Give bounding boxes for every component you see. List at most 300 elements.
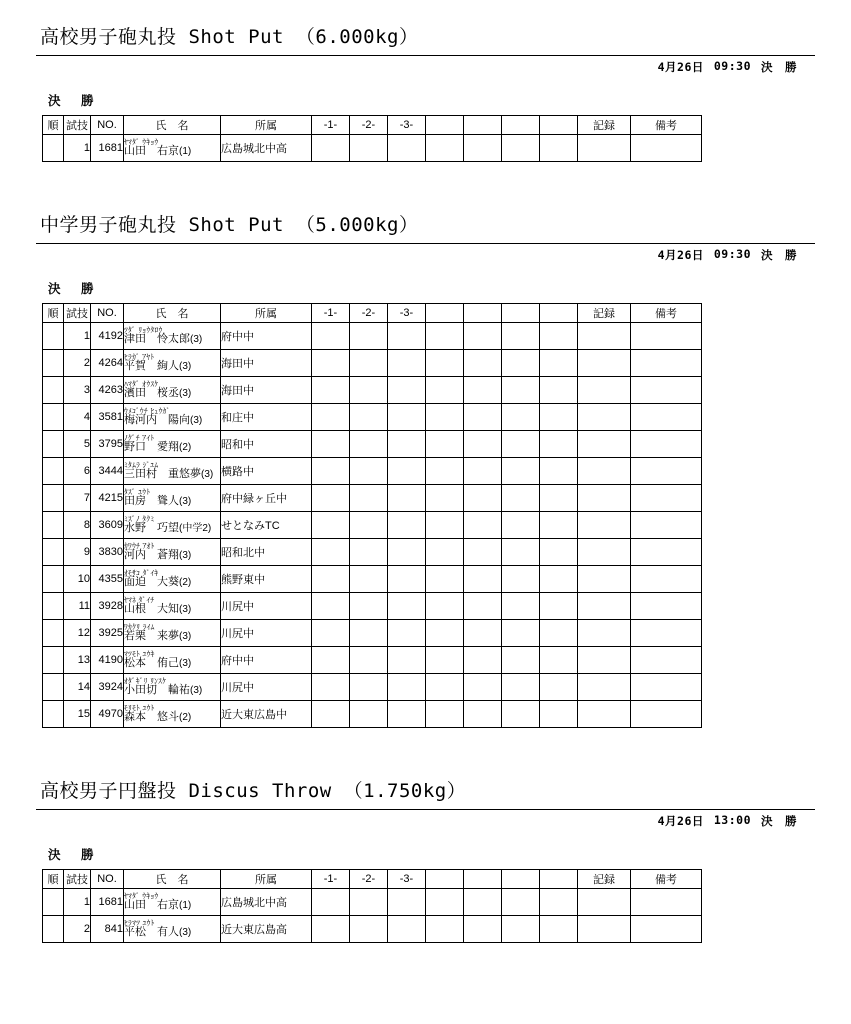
column-header-attempt-3: -3- [388,870,426,889]
cell-empty [540,377,578,404]
cell-empty [426,512,464,539]
athlete-grade: (3) [179,927,192,939]
table-row [43,647,702,674]
cell-bib-number: 3795 [91,431,124,458]
cell-empty [464,323,502,350]
athlete-name-kanji [124,361,220,373]
event-round-inline: 決 勝 [761,60,797,74]
cell-empty [426,889,464,916]
cell-empty [312,404,350,431]
cell-empty [631,377,702,404]
athlete-grade: (1) [179,146,192,158]
cell-empty [350,593,388,620]
cell-empty [464,889,502,916]
column-header-trial: 試技 [64,870,91,889]
cell-empty [631,539,702,566]
cell-empty [388,431,426,458]
cell-empty [464,916,502,943]
column-header-blank-3 [502,116,540,135]
cell-order [43,512,64,539]
results-table-head [43,304,702,323]
cell-athlete-name [124,889,221,916]
cell-bib-number: 3444 [91,458,124,485]
section-spacer [36,738,815,772]
cell-order [43,431,64,458]
results-table-body [43,135,702,162]
cell-empty [350,889,388,916]
cell-order [43,620,64,647]
cell-order [43,539,64,566]
table-row [43,350,702,377]
cell-bib-number: 3581 [91,404,124,431]
athlete-name-kana: ﾂﾀﾞ ﾘｮｳﾀﾛｳ [124,325,163,335]
cell-empty [312,889,350,916]
cell-empty [426,620,464,647]
cell-empty [464,512,502,539]
column-header-record: 記録 [578,870,631,889]
cell-empty [464,647,502,674]
column-header-blank-4 [540,870,578,889]
cell-empty [350,135,388,162]
date-time-separator [704,247,714,263]
cell-empty [312,458,350,485]
athlete-name-kanji-text: 水野 巧望 [124,522,179,535]
results-table [42,869,702,943]
cell-empty [312,377,350,404]
athlete-grade: (3) [179,388,192,400]
cell-empty [464,135,502,162]
cell-empty [578,323,631,350]
column-header-trial: 試技 [64,116,91,135]
cell-bib-number: 3928 [91,593,124,620]
cell-athlete-name [124,135,221,162]
athlete-name-kana: ﾋﾗﾏﾂ ﾕｳﾄ [124,918,155,928]
cell-empty [502,404,540,431]
cell-empty [426,674,464,701]
cell-empty [540,458,578,485]
event-date: 4月26日 [657,60,704,74]
cell-empty [578,889,631,916]
cell-empty [312,135,350,162]
cell-empty [540,485,578,512]
cell-trial: 14 [64,674,91,701]
results-table-head [43,870,702,889]
cell-team: 川尻中 [221,674,312,701]
event-title: 高校男子砲丸投 Shot Put （6.000kg） [40,26,419,48]
cell-team: 府中中 [221,323,312,350]
cell-team: 昭和中 [221,431,312,458]
table-row [43,377,702,404]
table-row [43,431,702,458]
cell-empty [350,916,388,943]
cell-order [43,350,64,377]
athlete-grade: (3) [179,604,192,616]
cell-athlete-name [124,674,221,701]
cell-empty [350,674,388,701]
cell-empty [631,916,702,943]
cell-empty [502,458,540,485]
athlete-name-kanji [124,442,220,454]
cell-empty [578,404,631,431]
cell-empty [502,889,540,916]
cell-empty [502,350,540,377]
cell-order [43,458,64,485]
athlete-name-kanji-text: 小田切 輪祐 [124,684,190,697]
cell-empty [350,350,388,377]
cell-empty [350,323,388,350]
athlete-name-kana: ﾊﾏﾀﾞ ｵｳｽｹ [124,379,159,389]
cell-order [43,916,64,943]
cell-order [43,323,64,350]
cell-empty [426,404,464,431]
cell-empty [426,458,464,485]
cell-empty [540,404,578,431]
athlete-name-kanji [124,631,220,643]
cell-order [43,404,64,431]
cell-empty [464,566,502,593]
athlete-name-kanji [124,685,220,697]
event-datetime [36,56,815,77]
athlete-grade: (3) [190,415,203,427]
athlete-name-kanji-text: 若栗 来夢 [124,630,179,643]
cell-empty [426,701,464,728]
results-table-body [43,889,702,943]
cell-empty [578,135,631,162]
athlete-grade: (3) [190,685,203,697]
event-time: 13:00 [713,813,751,827]
cell-empty [426,350,464,377]
column-header-record: 記録 [578,304,631,323]
athlete-grade: (2) [179,577,192,589]
athlete-name-kanji [124,550,220,562]
cell-empty [631,647,702,674]
cell-bib-number: 1681 [91,889,124,916]
cell-empty [631,350,702,377]
cell-bib-number: 3924 [91,674,124,701]
cell-bib-number: 3609 [91,512,124,539]
cell-empty [540,916,578,943]
column-header-note: 備考 [631,870,702,889]
cell-athlete-name [124,485,221,512]
cell-empty [540,674,578,701]
cell-empty [578,350,631,377]
cell-empty [426,431,464,458]
athlete-name-kanji-text: 濱田 桜丞 [124,387,179,400]
cell-empty [631,404,702,431]
column-header-attempt-3: -3- [388,304,426,323]
column-header-blank-1 [426,304,464,323]
column-header-record: 記録 [578,116,631,135]
cell-empty [578,701,631,728]
cell-order [43,566,64,593]
cell-trial: 8 [64,512,91,539]
cell-trial: 13 [64,647,91,674]
cell-empty [502,701,540,728]
cell-empty [631,323,702,350]
column-header-no: NO. [91,304,124,323]
cell-bib-number: 4215 [91,485,124,512]
cell-team: 近大東広島高 [221,916,312,943]
column-header-note: 備考 [631,116,702,135]
cell-empty [464,458,502,485]
time-round-separator [751,59,761,75]
column-header-blank-3 [502,870,540,889]
athlete-name-kana: ﾐｽﾞﾉ ﾀｸﾐ [124,514,155,524]
cell-order [43,135,64,162]
column-header-blank-2 [464,304,502,323]
cell-empty [426,135,464,162]
cell-empty [540,323,578,350]
results-header-row [43,870,702,889]
column-header-name: 氏 名 [124,304,221,323]
column-header-attempt-2: -2- [350,116,388,135]
table-row [43,674,702,701]
athlete-name-kanji [124,388,220,400]
cell-empty [388,135,426,162]
cell-empty [540,135,578,162]
cell-empty [312,593,350,620]
column-header-note: 備考 [631,304,702,323]
cell-athlete-name [124,566,221,593]
cell-empty [388,620,426,647]
cell-order [43,701,64,728]
cell-empty [464,404,502,431]
cell-empty [540,350,578,377]
cell-empty [540,566,578,593]
cell-empty [388,485,426,512]
athlete-grade: (3) [179,496,192,508]
event-round-inline: 決 勝 [761,248,797,262]
cell-empty [388,539,426,566]
cell-empty [388,404,426,431]
athlete-name-kana: ﾋﾗｶﾞ ｱﾔﾄ [124,352,155,362]
cell-bib-number: 841 [91,916,124,943]
table-row [43,135,702,162]
athlete-name-kanji-text: 平賀 絢人 [124,360,179,373]
cell-bib-number: 3830 [91,539,124,566]
cell-empty [578,593,631,620]
table-row [43,593,702,620]
column-header-no: NO. [91,870,124,889]
event-block [36,206,815,728]
cell-trial: 6 [64,458,91,485]
results-header-row [43,304,702,323]
cell-order [43,647,64,674]
cell-empty [578,647,631,674]
athlete-name-kana: ﾐﾀﾑﾗ ｼﾞﾕﾑ [124,460,159,470]
cell-empty [388,377,426,404]
event-time: 09:30 [713,247,751,261]
cell-bib-number: 3925 [91,620,124,647]
cell-empty [502,647,540,674]
cell-order [43,593,64,620]
athlete-name-kanji-text: 山田 右京 [124,899,179,912]
cell-empty [631,889,702,916]
table-row [43,539,702,566]
cell-athlete-name [124,593,221,620]
cell-empty [426,377,464,404]
cell-empty [502,566,540,593]
cell-empty [502,377,540,404]
athlete-name-kanji [124,927,220,939]
column-header-team: 所属 [221,304,312,323]
athlete-name-kana: ﾔﾏﾈ ﾀﾞｲﾁ [124,595,155,605]
cell-empty [502,674,540,701]
cell-empty [426,566,464,593]
column-header-blank-2 [464,116,502,135]
column-header-attempt-1: -1- [312,116,350,135]
cell-empty [631,431,702,458]
cell-trial: 1 [64,323,91,350]
athlete-name-kana: ｵﾀﾞｷﾞﾘ ﾘﾝｽｹ [124,676,167,686]
table-row [43,620,702,647]
cell-empty [578,512,631,539]
athlete-name-kanji [124,577,220,589]
round-label: 決 勝 [48,848,98,862]
time-round-separator [751,813,761,829]
athlete-name-kanji [124,712,220,724]
cell-empty [426,539,464,566]
cell-empty [578,431,631,458]
event-round-inline: 決 勝 [761,814,797,828]
date-time-separator [704,813,714,829]
column-header-attempt-1: -1- [312,304,350,323]
cell-athlete-name [124,350,221,377]
cell-empty [540,620,578,647]
athlete-name-kanji-text: 河内 蒼翔 [124,549,179,562]
cell-bib-number: 4264 [91,350,124,377]
cell-empty [350,431,388,458]
cell-athlete-name [124,404,221,431]
cell-empty [350,458,388,485]
column-header-blank-4 [540,116,578,135]
cell-trial: 9 [64,539,91,566]
cell-empty [312,350,350,377]
athlete-name-kanji [124,334,220,346]
section-spacer [36,172,815,206]
event-datetime [36,244,815,265]
athlete-name-kana: ｵﾓｻｺ ﾀﾞｲｷ [124,568,159,578]
cell-order [43,377,64,404]
column-header-blank-1 [426,870,464,889]
round-label: 決 勝 [48,282,98,296]
column-header-team: 所属 [221,116,312,135]
athlete-grade: (中学2) [179,523,212,535]
cell-empty [426,323,464,350]
athlete-name-kana: ﾜｶｸﾘ ﾗｲﾑ [124,622,155,632]
athlete-name-kanji-text: 梅河内 陽向 [124,414,190,427]
column-header-trial: 試技 [64,304,91,323]
cell-empty [502,135,540,162]
cell-athlete-name [124,701,221,728]
athlete-name-kanji [124,415,220,427]
column-header-attempt-3: -3- [388,116,426,135]
athlete-name-kanji [124,604,220,616]
athlete-grade: (3) [179,658,192,670]
athlete-grade: (2) [179,712,192,724]
column-header-order: 順 [43,116,64,135]
table-row [43,404,702,431]
cell-empty [631,485,702,512]
time-round-separator [751,247,761,263]
athlete-grade: (3) [201,469,214,481]
cell-trial: 1 [64,889,91,916]
athlete-name-kana: ﾀｽﾞ ﾕｳﾄ [124,487,151,497]
athlete-grade: (3) [179,361,192,373]
cell-empty [578,377,631,404]
column-header-blank-2 [464,870,502,889]
cell-empty [312,431,350,458]
cell-empty [350,512,388,539]
cell-empty [350,647,388,674]
athlete-name-kanji [124,658,220,670]
event-date: 4月26日 [657,814,704,828]
cell-empty [502,539,540,566]
athlete-name-kanji [124,900,220,912]
event-date: 4月26日 [657,248,704,262]
column-header-blank-4 [540,304,578,323]
athlete-name-kanji-text: 田房 聳人 [124,495,179,508]
cell-team: 海田中 [221,350,312,377]
athlete-name-kana: ﾓﾘﾓﾄ ﾕｳﾄ [124,703,155,713]
cell-empty [350,404,388,431]
cell-empty [464,431,502,458]
cell-empty [502,323,540,350]
table-row [43,889,702,916]
athlete-name-kanji-text: 面迫 大葵 [124,576,179,589]
column-header-attempt-1: -1- [312,870,350,889]
cell-order [43,674,64,701]
athlete-name-kanji-text: 野口 愛翔 [124,441,179,454]
table-row [43,458,702,485]
cell-team: 近大東広島中 [221,701,312,728]
cell-empty [464,620,502,647]
athlete-name-kana: ｶﾜｳﾁ ｱｵﾄ [124,541,155,551]
cell-team: 広島城北中高 [221,889,312,916]
table-row [43,916,702,943]
cell-empty [631,701,702,728]
cell-empty [578,485,631,512]
athlete-name-kana: ﾔﾏﾀﾞ ｳｷｮｳ [124,137,159,147]
cell-empty [578,916,631,943]
cell-empty [388,512,426,539]
cell-team: せとなみTC [221,512,312,539]
athlete-name-kanji [124,146,220,158]
cell-athlete-name [124,916,221,943]
cell-trial: 10 [64,566,91,593]
cell-empty [426,916,464,943]
athlete-grade: (3) [179,550,192,562]
table-row [43,485,702,512]
column-header-no: NO. [91,116,124,135]
cell-team: 川尻中 [221,620,312,647]
cell-athlete-name [124,458,221,485]
results-header-row [43,116,702,135]
column-header-blank-3 [502,304,540,323]
cell-empty [426,593,464,620]
table-row [43,566,702,593]
cell-trial: 4 [64,404,91,431]
cell-empty [631,458,702,485]
athlete-name-kanji-text: 山根 大知 [124,603,179,616]
results-table [42,115,702,162]
cell-empty [388,647,426,674]
cell-trial: 1 [64,135,91,162]
athlete-grade: (2) [179,442,192,454]
column-header-blank-1 [426,116,464,135]
event-datetime [36,810,815,831]
cell-empty [631,135,702,162]
